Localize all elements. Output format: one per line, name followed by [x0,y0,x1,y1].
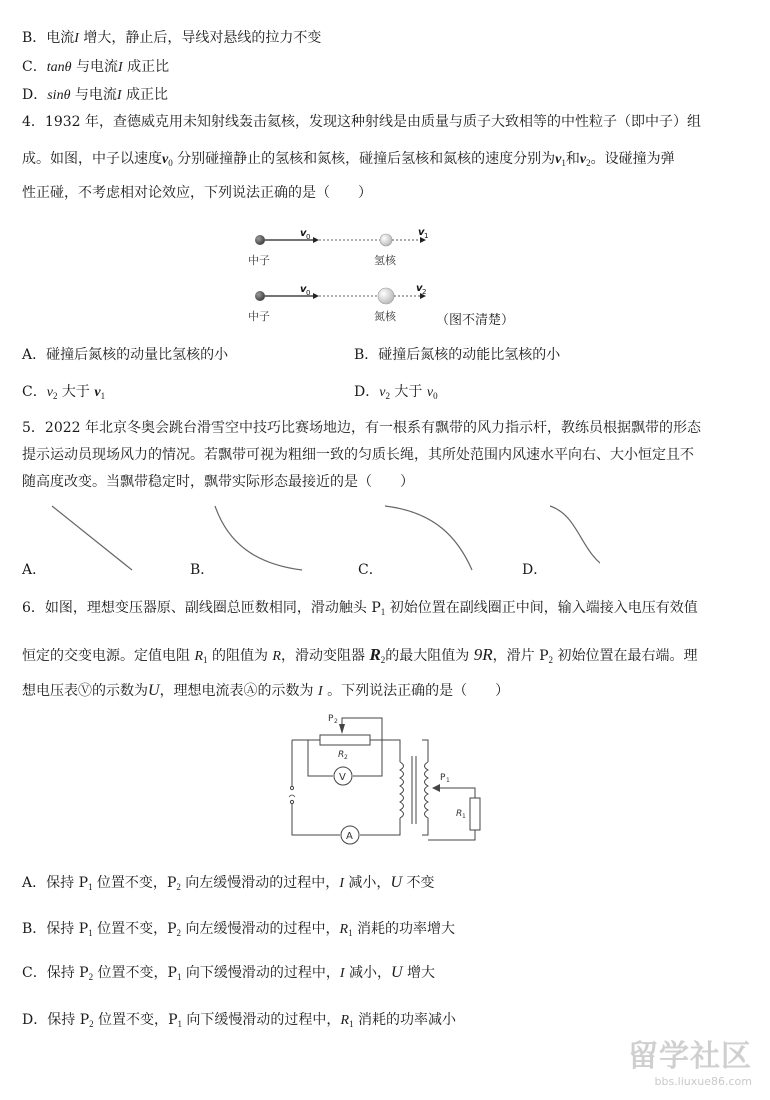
q5-ribbon-shapes [40,498,600,578]
label-neutron-2: 中子 [248,310,270,323]
slider-p1 [432,784,440,792]
watermark-logo-text: 留学社区 [628,1039,752,1074]
ribbon-shape-c [385,506,472,570]
q5-label-b: B． [190,562,215,578]
q5-stem-line3: 随高度改变。当飘带稳定时，飘带实际形态最接近的是（ ） [22,474,414,490]
hydrogen-ball [380,234,392,246]
q5-label-a: A． [22,562,47,578]
slider-p2 [339,724,345,734]
svg-text:P: P [440,773,446,783]
q3-option-d: D．sinθ 与电流I 成正比 [22,87,169,103]
ribbon-shape-d [550,506,600,570]
svg-text:v: v [300,284,307,295]
q4-option-a: A．碰撞后氮核的动量比氢核的小 [22,347,229,363]
q4-stem-line2: 成。如图，中子以速度$v_0$ 分别碰撞静止的氢核和氮核，碰撞后氢核和氮核的速度分别为$v_1$和$v_2$。设碰撞为弹 [22,151,675,168]
svg-text:R: R [456,809,463,819]
svg-text:1: 1 [424,232,429,240]
q4-option-b: B．碰撞后氮核的动能比氢核的小 [354,347,561,363]
q3-option-b: B．电流I 增大，静止后，导线对悬线的拉力不变 [22,30,322,46]
q3-option-c: C．tanθ 与电流I 成正比 [22,59,170,75]
svg-text:A: A [346,831,353,842]
label-nitrogen: 氮核 [374,310,396,323]
q5-label-d: D． [522,562,548,578]
nitrogen-ball [378,288,394,304]
q5-stem-line1: 5．2022 年北京冬奥会跳台滑雪空中技巧比赛场地边，有一根系有飘带的风力指示杆，教练员根据飘带的形态 [22,420,701,436]
q4-option-c: C．$v_2$ 大于 $v_1$ [22,384,106,401]
svg-text:v: v [300,228,307,239]
svg-text:2: 2 [422,288,427,296]
q6-option-b: B．保持 $P_1$ 位置不变，$P_2$ 向左缓慢滑动的过程中，$R_1$ 消耗的功率增大 [22,921,456,938]
svg-text:1: 1 [446,777,450,784]
figure-unclear-note: （图不清楚） [436,313,515,328]
ribbon-shape-b [215,506,302,570]
q6-option-a: A．保持 $P_1$ 位置不变，$P_2$ 向左缓慢滑动的过程中，I 减小，U 不变 [22,874,435,892]
svg-text:V: V [339,772,346,783]
q4-stem-line1: 4．1932 年，查德威克用未知射线轰击氦核，发现这种射线是由质量与质子大致相等的中性粒子（即中子）组 [22,114,701,130]
svg-text:0: 0 [306,233,311,241]
q6-stem-line1: 6．如图，理想变压器原、副线圈总匝数相同，滑动触头 $P_1$ 初始位置在副线圈正中间，输入端接入电压有效值 [22,600,698,617]
q5-stem-line2: 提示运动员现场风力的情况。若飘带可视为粗细一致的匀质长绳，其所处范围内风速水平向右、大小恒定且不 [22,447,694,463]
svg-text:P: P [328,714,334,724]
svg-text:R: R [338,750,345,760]
svg-text:2: 2 [334,718,338,725]
q6-circuit-diagram [280,710,490,855]
q4-collision-figure [240,222,440,332]
q6-stem-line2: 恒定的交变电源。定值电阻 $R_1$ 的阻值为 R，滑动变阻器 $R_2$的最大阻值为 9R，滑片 $P_2$ 初始位置在最右端。理 [22,645,698,665]
q6-option-d: D．保持 $P_2$ 位置不变，$P_1$ 向下缓慢滑动的过程中，$R_1$ 消耗的功率减小 [22,1012,456,1029]
svg-text:2: 2 [344,754,348,761]
ribbon-shape-a [52,506,132,570]
svg-text:v: v [416,283,423,294]
watermark-url: bbs.liuxue86.com [654,1075,752,1088]
q4-option-d: D．$v_2$ 大于 $v_0$ [354,384,438,401]
q6-stem-line3: 想电压表Ⓥ的示数为U，理想电流表Ⓐ的示数为 I 。下列说法正确的是（ ） [22,682,510,699]
svg-text:1: 1 [462,813,466,820]
q4-stem-line3: 性正碰，不考虑相对论效应，下列说法正确的是（ ） [22,185,372,201]
q5-label-c: C． [358,562,383,578]
q6-option-c: C．保持 $P_2$ 位置不变，$P_1$ 向下缓慢滑动的过程中，I 减小，U 增大 [22,964,436,982]
neutron-ball-1 [255,235,265,245]
label-neutron-1: 中子 [248,254,270,267]
label-hydrogen: 氢核 [374,254,396,267]
site-watermark [628,1031,752,1088]
neutron-ball-2 [255,291,265,301]
svg-text:0: 0 [306,289,311,297]
svg-text:v: v [418,227,425,238]
